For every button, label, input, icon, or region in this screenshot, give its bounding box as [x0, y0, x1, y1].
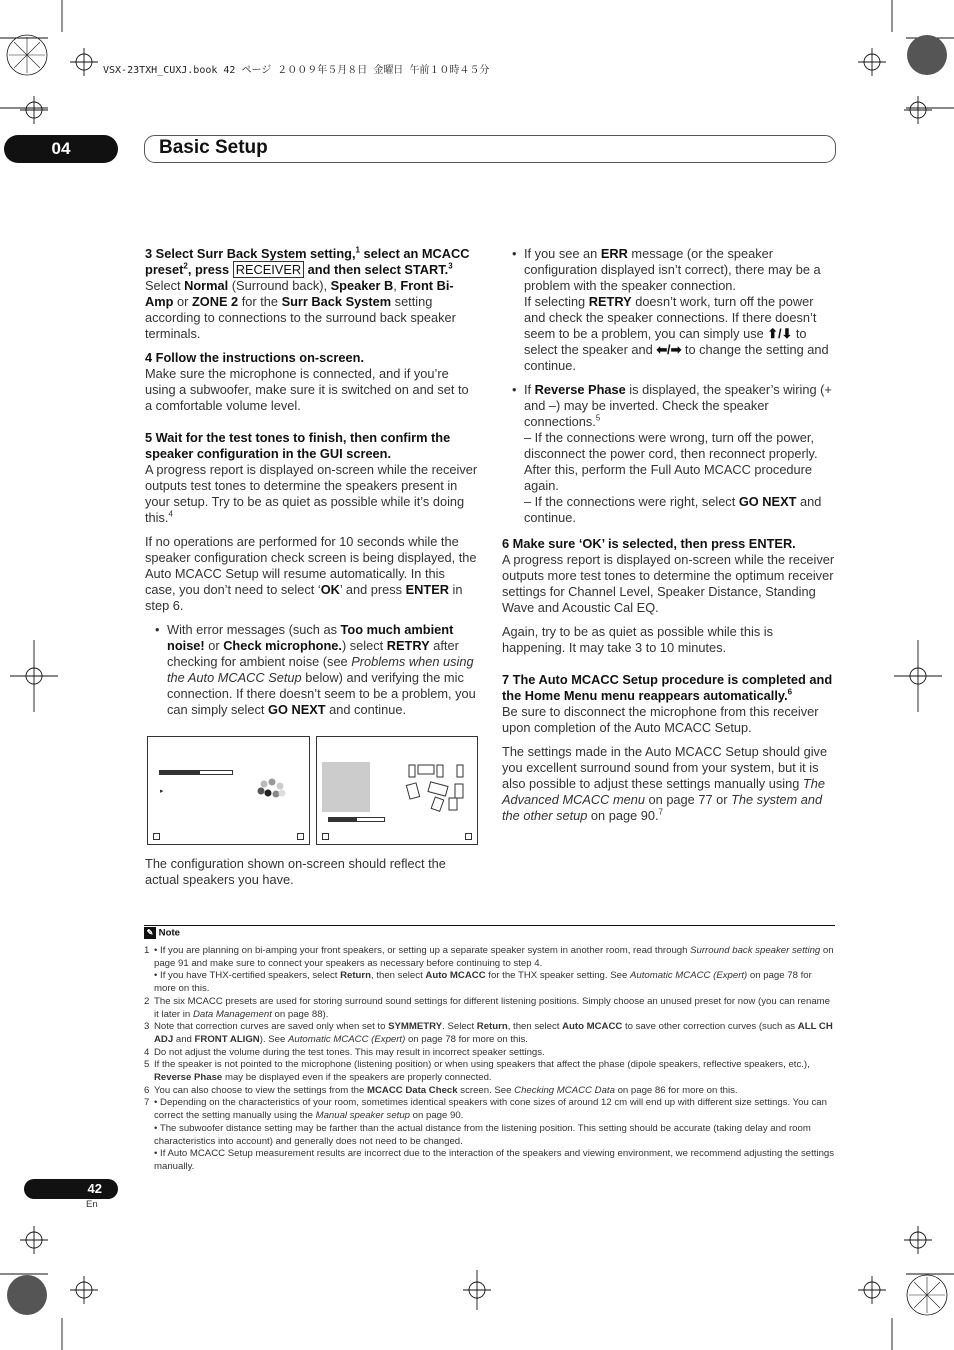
notes-header [144, 927, 180, 939]
left-column [145, 246, 479, 726]
left-corner-icon [153, 833, 160, 840]
manual-adjust-text: The settings made in the Auto MCACC Setup should give you excellent surround sound from your system, but it is also possible to adjust these settings manually using The Advanced MCACC menu on page 77 or The system and the other setup on page 90.$^7$ [502, 744, 828, 823]
step6-text2: Again, try to be as quiet as possible while this is happening. It may take 3 to 10 minutes. [502, 624, 774, 655]
note-icon: ✎ [144, 927, 156, 939]
step6-text: A progress report is displayed on-screen while the receiver outputs more test tones to determine the optimum receiver settings for Channel Level, Speaker Distance, Standing Wave and Acoustic Cal EQ. [502, 552, 835, 615]
step4-text: Make sure the microphone is connected, and if you’re using a subwoofer, make sure it is switched on and set to a comfortable volume level. [145, 366, 469, 413]
err-bullet: • If you see an ERR message (or the speaker configuration displayed isn’t correct), there may be a problem with the speaker connection. If selecting RETRY doesn’t work, turn off the power and check the speaker connections. If there doesn’t seem to be a problem, you can simply use ⬆/⬇ to select the speaker and ⬅/➡ to change the setting and continue. [502, 246, 836, 374]
right-corner-icon [465, 833, 472, 840]
note-6: 6 You can also choose to view the settings from the MCACC Data Check screen. See Checking MCACC Data on page 86 for more on this. [144, 1084, 738, 1096]
note-7: 7 • Depending on the characteristics of your room, sometimes identical speakers with cone sizes of around 12 cm will end up with different size settings. You can correct the setting manually using the Manual speaker setup on page 90. • The subwoofer distance setting may be farther than the actual distance from the listening position. This setting should be accurate (taking delay and room characteristics into account) and generally does not need to be changed. • If Auto MCACC Setup measurement results are incorrect due to the interaction of the speakers and viewing environment, we recommend adjusting the settings manually. [144, 1097, 835, 1172]
screen-speaker-config-illustration [316, 736, 478, 845]
screen-caption: The configuration shown on-screen should reflect the actual speakers you have. [145, 856, 446, 887]
chapter-title: Basic Setup [159, 137, 268, 158]
step7-text: Be sure to disconnect the microphone from this receiver upon completion of the Auto MCACC Setup. [502, 704, 819, 735]
reverse-phase-bullet: • If Reverse Phase is displayed, the speaker’s wiring (+ and –) may be inverted. Check the speaker connections.$^5$ – If the connections were wrong, turn off the power, disconnect the power cord, then reconnect properly. After this, perform the Full Auto MCACC procedure again. – If the connections were right, select GO NEXT and continue. [502, 382, 836, 526]
info-panel [322, 762, 370, 812]
note-2: 2 The six MCACC presets are used for storing surround sound settings for different listening positions. Simply choose an unused preset for now (you can rename it later in Data Management on page 88). [144, 995, 830, 1020]
up-down-arrows-icon: ⬆/⬇ [767, 326, 793, 341]
right-corner-icon [297, 833, 304, 840]
screen-progress-illustration [147, 736, 310, 845]
step6-heading: 6 Make sure ‘OK’ is selected, then press ENTER. [502, 536, 796, 551]
right-column [502, 246, 836, 832]
note-4: 4 Do not adjust the volume during the test tones. This may result in incorrect speaker settings. [144, 1046, 545, 1058]
progress-bar [328, 817, 385, 822]
chapter-title-box [144, 135, 836, 163]
print-info: VSX-23TXH_CUXJ.book 42 ページ ２００９年５月８日 金曜日 午前１０時４５分 [103, 65, 490, 76]
speaker-dots-icon [256, 777, 286, 801]
step7-heading: 7 The Auto MCACC Setup procedure is completed and the Home Menu menu reappears automatically.$^6$ [502, 672, 833, 703]
language-label: En [86, 1199, 98, 1210]
speaker-layout-icon [405, 762, 471, 812]
left-right-arrows-icon: ⬅/➡ [656, 342, 682, 357]
left-corner-icon [322, 833, 329, 840]
step4-heading: 4 Follow the instructions on-screen. [145, 350, 364, 365]
progress-bar [159, 770, 233, 775]
page-number: 42 [24, 1179, 118, 1199]
chapter-number: 04 [4, 135, 118, 163]
step5-heading: 5 Wait for the test tones to finish, then confirm the speaker configuration in the GUI screen. [145, 430, 451, 461]
cursor-arrow-icon: ▸ [160, 788, 164, 795]
auto-resume-text: If no operations are performed for 10 seconds while the speaker configuration check screen is being displayed, the Auto MCACC Setup will resume automatically. In this case, you don’t need to select ‘OK’ and press ENTER in step 6. [145, 534, 477, 613]
error-bullet: • With error messages (such as Too much ambient noise! or Check microphone.) select RETRY after checking for ambient noise (see Problems when using the Auto MCACC Setup below) and verifying the mic connection. If there doesn’t seem to be a problem, you can simply select GO NEXT and continue. [145, 622, 479, 718]
notes [144, 945, 835, 1174]
progress-bar-fill [329, 818, 357, 821]
progress-bar-fill [160, 771, 200, 774]
note-5: 5 If the speaker is not pointed to the microphone (listening position) or when using speakers that affect the phase (dipole speakers, reflective speakers, etc.), Reverse Phase may be displayed even if the speakers are properly connected. [144, 1059, 810, 1084]
note-3: 3 Note that correction curves are saved only when set to SYMMETRY. Select Return, then select Auto MCACC to save other correction curves (such as ALL CH ADJ and FRONT ALIGN). See Automatic MCACC (Expert) on page 78 for more on this. [144, 1021, 833, 1045]
step3-heading: 3 Select Surr Back System setting,$^1$ select an MCACC preset$^2$, press RECEIVER and then select START.$^3$ [145, 245, 470, 277]
step5-text: A progress report is displayed on-screen while the receiver outputs test tones to determine the speakers present in your setup. Try to be as quiet as possible while it’s doing this.$^4$ [145, 462, 478, 525]
step3-text: Select Normal (Surround back), Speaker B, Front Bi-Amp or ZONE 2 for the Surr Back System setting according to connections to the surround back speaker terminals. [145, 278, 456, 341]
notes-label: Note [158, 927, 180, 939]
notes-divider [144, 925, 835, 926]
receiver-key: RECEIVER [233, 261, 304, 278]
note-1: 1 • If you are planning on bi-amping your front speakers, or setting up a separate speaker system in another room, read through Surround back speaker setting on page 91 and make sure to connect your speakers as necessary before continuing to step 4. • If you have THX-certified speakers, select Return, then select Auto MCACC for the THX speaker setting. See Automatic MCACC (Expert) on page 78 for more on this. [144, 945, 834, 995]
